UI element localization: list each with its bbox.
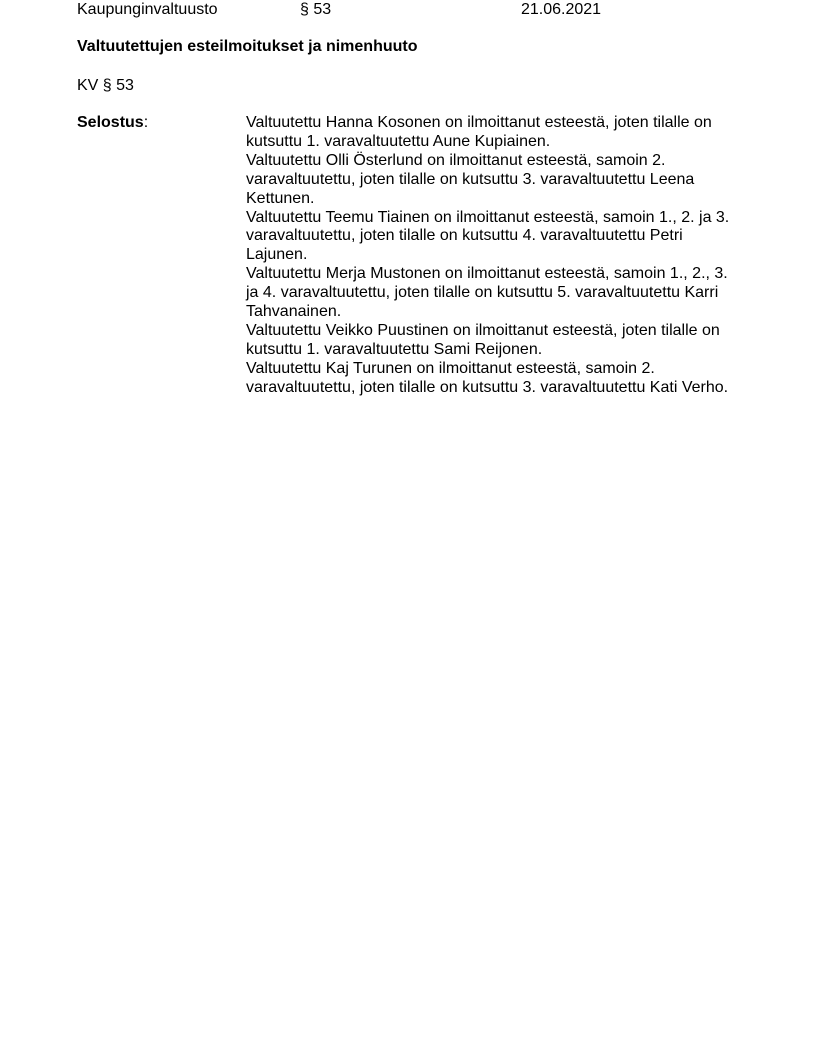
selostus-line: varavaltuutettu, joten tilalle on kutsuttu 3. varavaltuutettu Kati Verho.: [246, 378, 729, 396]
selostus-line: Lajunen.: [246, 246, 308, 264]
selostus-line: Valtuutettu Olli Österlund on ilmoittanut esteestä, samoin 2.: [246, 151, 666, 169]
selostus-label: [77, 114, 148, 132]
section-reference: KV § 53: [77, 77, 134, 94]
selostus-label-text: Selostus: [77, 114, 144, 131]
selostus-line: Valtuutettu Merja Mustonen on ilmoittanut esteestä, samoin 1., 2., 3.: [246, 265, 728, 283]
selostus-line: kutsuttu 1. varavaltuutettu Aune Kupiainen.: [246, 132, 551, 150]
selostus-line: Valtuutettu Kaj Turunen on ilmoittanut esteestä, samoin 2.: [246, 359, 655, 377]
header-section-number: § 53: [300, 1, 332, 18]
header-organ: Kaupunginvaltuusto: [77, 1, 218, 18]
selostus-line: Valtuutettu Veikko Puustinen on ilmoittanut esteestä, joten tilalle on: [246, 321, 720, 339]
selostus-line: Kettunen.: [246, 189, 315, 207]
header-date: 21.06.2021: [521, 1, 602, 18]
selostus-line: Valtuutettu Hanna Kosonen on ilmoittanut esteestä, joten tilalle on: [246, 114, 712, 131]
selostus-label-colon: :: [143, 114, 149, 131]
document-title: Valtuutettujen esteilmoitukset ja nimenhuuto: [77, 38, 418, 55]
selostus-line: Valtuutettu Teemu Tiainen on ilmoittanut esteestä, samoin 1., 2. ja 3.: [246, 208, 730, 226]
selostus-line: varavaltuutettu, joten tilalle on kutsuttu 3. varavaltuutettu Leena: [246, 170, 695, 188]
selostus-line: varavaltuutettu, joten tilalle on kutsuttu 4. varavaltuutettu Petri: [246, 227, 683, 245]
selostus-line: Tahvanainen.: [246, 303, 342, 321]
selostus-line: kutsuttu 1. varavaltuutettu Sami Reijonen.: [246, 340, 543, 358]
selostus-body: [246, 114, 729, 398]
selostus-line: ja 4. varavaltuutettu, joten tilalle on kutsuttu 5. varavaltuutettu Karri: [246, 284, 719, 302]
